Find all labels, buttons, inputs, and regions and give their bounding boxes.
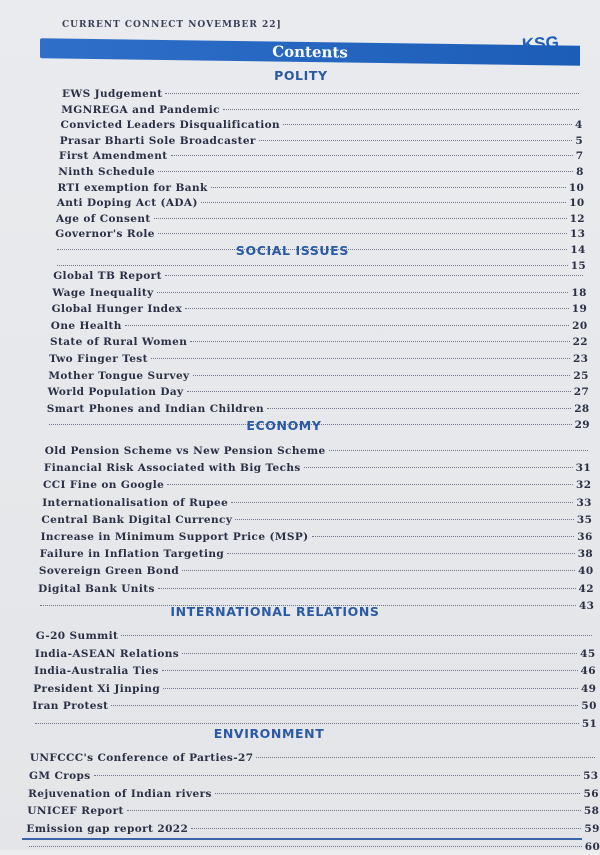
toc-entry[interactable] xyxy=(53,268,586,284)
toc-entry-page: 40 xyxy=(578,565,594,578)
toc-entry[interactable] xyxy=(47,401,590,417)
toc-entry-page: 36 xyxy=(577,531,593,543)
toc-entry-page: 28 xyxy=(574,402,590,415)
toc-entry[interactable] xyxy=(56,211,585,227)
toc-entry[interactable] xyxy=(29,768,598,784)
toc-entry-page: 5 xyxy=(575,134,584,147)
dot-leader xyxy=(111,705,578,706)
dot-leader xyxy=(256,757,595,758)
toc-entry[interactable] xyxy=(52,301,588,317)
dot-leader xyxy=(157,292,569,293)
toc-entry-title: Global TB Report xyxy=(53,270,162,282)
toc-entry-page: 49 xyxy=(580,682,597,695)
dot-leader xyxy=(190,341,569,342)
toc-entry-title: Old Pension Scheme vs New Pension Scheme xyxy=(44,445,326,457)
toc-entry[interactable] xyxy=(26,821,599,837)
toc-entry[interactable] xyxy=(28,786,599,802)
dot-leader xyxy=(151,358,570,359)
dot-leader xyxy=(171,155,573,156)
toc-entry-page: 35 xyxy=(576,513,593,526)
toc-entry-title: One Health xyxy=(50,319,122,332)
toc-entry[interactable] xyxy=(38,581,594,597)
toc-entry[interactable] xyxy=(49,351,588,367)
toc-entry[interactable] xyxy=(34,663,596,679)
toc-entry-title: EWS Judgement xyxy=(62,88,163,100)
toc-entry[interactable] xyxy=(41,529,593,545)
dot-leader xyxy=(182,570,575,571)
toc-entry-page: 23 xyxy=(572,353,589,365)
toc-entry-page: 22 xyxy=(572,336,588,349)
toc-entry-title: CCI Fine on Google xyxy=(43,479,165,492)
toc-entry-title: G-20 Summit xyxy=(35,630,119,642)
toc-entry-page: 8 xyxy=(576,166,584,178)
toc-entry-title: President Xi Jinping xyxy=(33,682,161,695)
toc-entry[interactable] xyxy=(60,133,583,149)
toc-entry-title: Central Bank Digital Currency xyxy=(41,513,233,526)
dot-leader xyxy=(158,233,567,234)
dot-leader xyxy=(235,519,574,520)
dot-leader xyxy=(329,450,588,451)
toc-entry[interactable] xyxy=(61,102,582,118)
dot-leader xyxy=(127,810,581,811)
toc-entry[interactable] xyxy=(40,546,593,562)
contents-title: Contents xyxy=(272,42,348,62)
toc-entry-title: Increase in Minimum Support Price (MSP) xyxy=(40,531,309,543)
toc-entry-title: World Population Day xyxy=(47,386,184,399)
toc-entry-title: Internationalisation of Rupee xyxy=(42,496,229,509)
section-title: ENVIRONMENT xyxy=(213,726,325,741)
toc-entry[interactable] xyxy=(41,512,592,528)
toc-entry[interactable] xyxy=(48,384,590,400)
toc-entry-page: 33 xyxy=(576,496,592,509)
toc-entry-title: UNFCCC's Conference of Parties-27 xyxy=(29,752,254,764)
dot-leader xyxy=(312,536,575,537)
toc-entry-title: Two Finger Test xyxy=(49,353,148,365)
toc-entry[interactable] xyxy=(55,226,585,242)
toc-entry-title: Sovereign Green Bond xyxy=(38,565,180,578)
toc-entry-page: 59 xyxy=(584,823,600,836)
dot-leader xyxy=(158,171,573,172)
toc-entry-title: Digital Bank Units xyxy=(38,582,155,595)
toc-entry-page: 53 xyxy=(583,769,599,782)
toc-entry-title: MGNREGA and Pandemic xyxy=(61,103,220,116)
dot-leader xyxy=(163,688,578,689)
contents-banner xyxy=(40,38,580,66)
toc-entry-page: 45 xyxy=(580,647,596,660)
dot-leader xyxy=(223,109,579,110)
toc-entry-title: UNICEF Report xyxy=(27,805,124,818)
toc-entry-page: 25 xyxy=(573,369,589,382)
toc-entry-page: 58 xyxy=(583,805,600,818)
toc-entry-page: 7 xyxy=(575,150,584,163)
toc-entry-page: 18 xyxy=(571,286,587,299)
dot-leader xyxy=(154,218,567,219)
toc-entry[interactable] xyxy=(50,334,588,350)
toc-entry[interactable] xyxy=(32,698,596,714)
dot-leader xyxy=(121,635,592,636)
dot-leader xyxy=(193,375,571,376)
toc-entry[interactable] xyxy=(58,164,584,180)
toc-entry-title: Age of Consent xyxy=(55,212,151,225)
dot-leader xyxy=(182,653,577,654)
section-title: POLITY xyxy=(274,68,328,83)
toc-entry[interactable] xyxy=(36,628,595,644)
dot-leader xyxy=(227,553,575,554)
toc-entry[interactable] xyxy=(45,443,591,459)
toc-entry-page: 15 xyxy=(570,259,587,272)
ksg-logo: KSG xyxy=(521,32,560,55)
dot-leader xyxy=(162,670,578,671)
dot-leader xyxy=(185,308,569,309)
dot-leader xyxy=(165,275,584,276)
toc-entry[interactable] xyxy=(60,117,582,133)
toc-entry-title: Convicted Leaders Disqualification xyxy=(60,119,281,132)
toc-entry-page: 46 xyxy=(580,665,596,678)
toc-entry[interactable] xyxy=(35,646,596,662)
toc-entry-page: 19 xyxy=(571,303,588,316)
toc-entry-page: 20 xyxy=(572,319,588,332)
toc-entry-title: Rejuvenation of Indian rivers xyxy=(28,787,212,800)
dot-leader xyxy=(211,187,566,188)
toc-entry-page: 27 xyxy=(573,386,590,399)
section-title: SOCIAL ISSUES xyxy=(235,243,349,258)
toc-entry-page: 32 xyxy=(576,479,592,492)
toc-entry[interactable] xyxy=(26,839,600,855)
toc-entry-title: GM Crops xyxy=(29,769,91,782)
toc-entry-title: India-Australia Ties xyxy=(34,665,159,678)
toc-entry[interactable] xyxy=(59,148,584,164)
dot-leader xyxy=(259,140,573,141)
toc-entry-page: 12 xyxy=(569,212,585,225)
toc-entry[interactable] xyxy=(43,477,591,493)
toc-entry-page: 10 xyxy=(569,197,585,210)
toc-entry-page: 56 xyxy=(583,787,599,800)
dot-leader xyxy=(35,723,579,724)
dot-leader xyxy=(215,793,581,794)
toc-entry-title: State of Rural Women xyxy=(49,336,188,349)
toc-entry[interactable] xyxy=(39,563,594,579)
dot-leader xyxy=(267,408,571,409)
dot-leader xyxy=(191,828,581,829)
toc-entry-page: 43 xyxy=(578,599,595,612)
dot-leader xyxy=(29,846,582,847)
toc-entry-page: 38 xyxy=(577,548,594,561)
toc-entry[interactable] xyxy=(27,803,599,819)
toc-entry-page: 4 xyxy=(575,119,583,132)
toc-entry-title: First Amendment xyxy=(58,150,168,163)
dot-leader xyxy=(57,265,568,266)
toc-entry-page: 13 xyxy=(569,228,586,241)
bottom-rule xyxy=(22,838,582,840)
toc-entry[interactable] xyxy=(57,180,584,196)
toc-entry-page: 10 xyxy=(568,181,585,194)
toc-entry[interactable] xyxy=(57,195,585,211)
dot-leader xyxy=(158,588,576,589)
dot-leader xyxy=(187,391,571,392)
toc-entry-title: RTI exemption for Bank xyxy=(57,181,208,194)
toc-entry-page: 60 xyxy=(584,841,600,853)
toc-entry-title: Financial Risk Associated with Big Techs xyxy=(43,462,301,475)
toc-entry-title: Global Hunger Index xyxy=(51,303,183,316)
dot-leader xyxy=(165,93,579,94)
toc-entry[interactable] xyxy=(44,460,591,476)
toc-entry-title: Mother Tongue Survey xyxy=(48,369,190,382)
toc-entry[interactable] xyxy=(33,681,596,697)
running-header: CURRENT CONNECT NOVEMBER 22] xyxy=(62,20,282,30)
toc-entry-title: Emission gap report 2022 xyxy=(26,823,189,836)
dot-leader xyxy=(231,502,573,503)
toc-entry[interactable] xyxy=(51,318,588,334)
dot-leader xyxy=(125,325,569,326)
toc-entry-page: 50 xyxy=(581,700,597,713)
section-title: ECONOMY xyxy=(246,418,322,433)
dot-leader xyxy=(201,202,566,203)
toc-entry-title: Ninth Schedule xyxy=(58,166,156,178)
toc-entry-page: 14 xyxy=(570,244,586,256)
toc-entry-page: 51 xyxy=(581,718,598,730)
toc-entry-title: India-ASEAN Relations xyxy=(34,647,180,660)
toc-entry[interactable] xyxy=(30,750,598,766)
toc-entry-title: Failure in Inflation Targeting xyxy=(39,548,225,561)
dot-leader xyxy=(304,467,573,468)
toc-entry-title: Prasar Bharti Sole Broadcaster xyxy=(59,134,256,147)
toc-entry[interactable] xyxy=(62,86,582,102)
toc-entry[interactable] xyxy=(48,368,588,384)
toc-entry-page: 31 xyxy=(575,462,592,475)
dot-leader xyxy=(283,124,572,125)
section-title: INTERNATIONAL RELATIONS xyxy=(170,604,380,619)
toc-entry-title: Iran Protest xyxy=(32,700,109,713)
toc-entry-title: Anti Doping Act (ADA) xyxy=(56,197,198,210)
dot-leader xyxy=(94,775,580,776)
toc-entry-title: Smart Phones and Indian Children xyxy=(46,402,265,415)
toc-entry[interactable] xyxy=(42,495,592,511)
toc-entry-page: 29 xyxy=(574,419,590,432)
toc-entry-title: Governor's Role xyxy=(55,228,155,241)
toc-entry-page: 42 xyxy=(578,582,594,595)
toc-entry[interactable] xyxy=(52,285,586,301)
toc-entry-title: Wage Inequality xyxy=(52,286,154,299)
dot-leader xyxy=(167,484,573,485)
